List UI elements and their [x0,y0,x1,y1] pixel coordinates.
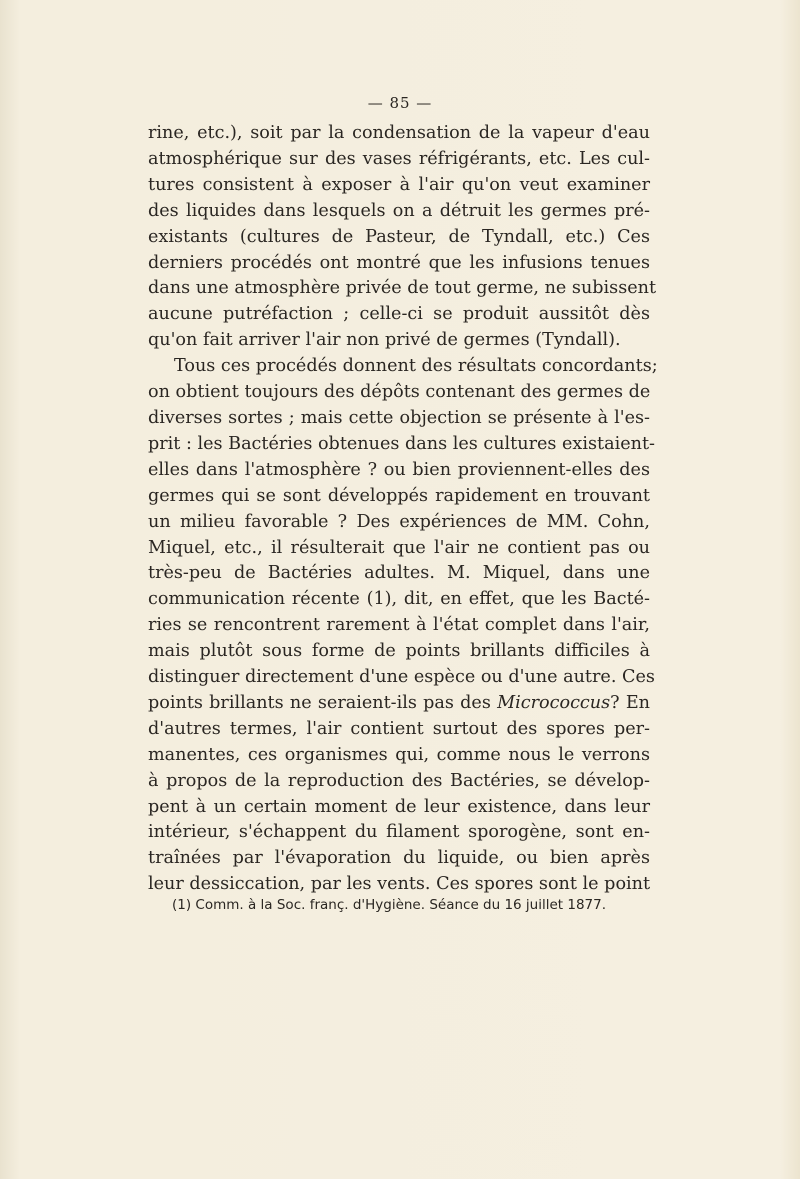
text-line-with-italic [148,691,650,717]
text-line: existants (cultures de Pasteur, de Tyndall, etc.) Ces [148,226,650,247]
text-line: diverses sortes ; mais cette objection se présente à l'es- [148,407,650,428]
text-line: on obtient toujours des dépôts contenant des germes de [148,382,651,403]
text-line: communication récente (1), dit, en effet, que les Bacté- [148,589,650,610]
text-segment: ? En [610,692,650,713]
text-line: aucune putréfaction ; celle-ci se produit aussitôt dès [148,304,650,325]
text-line: tures consistent à exposer à l'air qu'on veut examiner [148,174,650,195]
text-line: Tous ces procédés donnent des résultats concordants; [174,356,658,377]
text-line: d'autres termes, l'air contient surtout des spores per- [148,718,650,739]
italic-term: Micrococcus [497,692,611,713]
text-line: pent à un certain moment de leur existence, dans leur [148,796,650,817]
text-line: Miquel, etc., il résulterait que l'air ne contient pas ou [148,537,650,558]
text-line: traînées par l'évaporation du liquide, ou bien après [148,848,650,869]
text-line: manentes, ces organismes qui, comme nous le verrons [148,744,650,765]
page-number: — 85 — [367,94,433,112]
text-line: à propos de la reproduction des Bactéries, se dévelop- [148,770,650,791]
body-text [148,121,658,898]
footnote: (1) Comm. à la Soc. franç. d'Hygiène. Séance du 16 juillet 1877. [172,897,607,913]
text-segment: points brillants ne seraient-ils pas des [148,692,491,713]
text-line: intérieur, s'échappent du filament sporogène, sont en- [148,822,650,843]
text-line: des liquides dans lesquels on a détruit les germes pré- [148,200,650,221]
text-line: mais plutôt sous forme de points brillants difficiles à [148,641,650,662]
text-line: germes qui se sont développés rapidement en trouvant [148,485,650,506]
text-line: un milieu favorable ? Des expériences de MM. Cohn, [148,511,650,532]
text-line: prit : les Bactéries obtenues dans les cultures existaient- [148,433,655,454]
text-line: qu'on fait arriver l'air non privé de germes (Tyndall). [148,330,621,351]
text-line: ries se rencontrent rarement à l'état complet dans l'air, [148,615,650,636]
text-line: distinguer directement d'une espèce ou d'une autre. Ces [148,667,655,688]
text-line: leur dessiccation, par les vents. Ces spores sont le point [148,874,651,895]
text-line: dans une atmosphère privée de tout germe, ne subissent [148,278,657,299]
text-line: elles dans l'atmosphère ? ou bien proviennent-elles des [148,459,650,480]
text-line: rine, etc.), soit par la condensation de la vapeur d'eau [148,123,650,143]
text-line: derniers procédés ont montré que les infusions tenues [148,252,650,273]
text-line: très-peu de Bactéries adultes. M. Miquel, dans une [148,563,650,584]
text-line: atmosphérique sur des vases réfrigérants, etc. Les cul- [148,148,650,169]
